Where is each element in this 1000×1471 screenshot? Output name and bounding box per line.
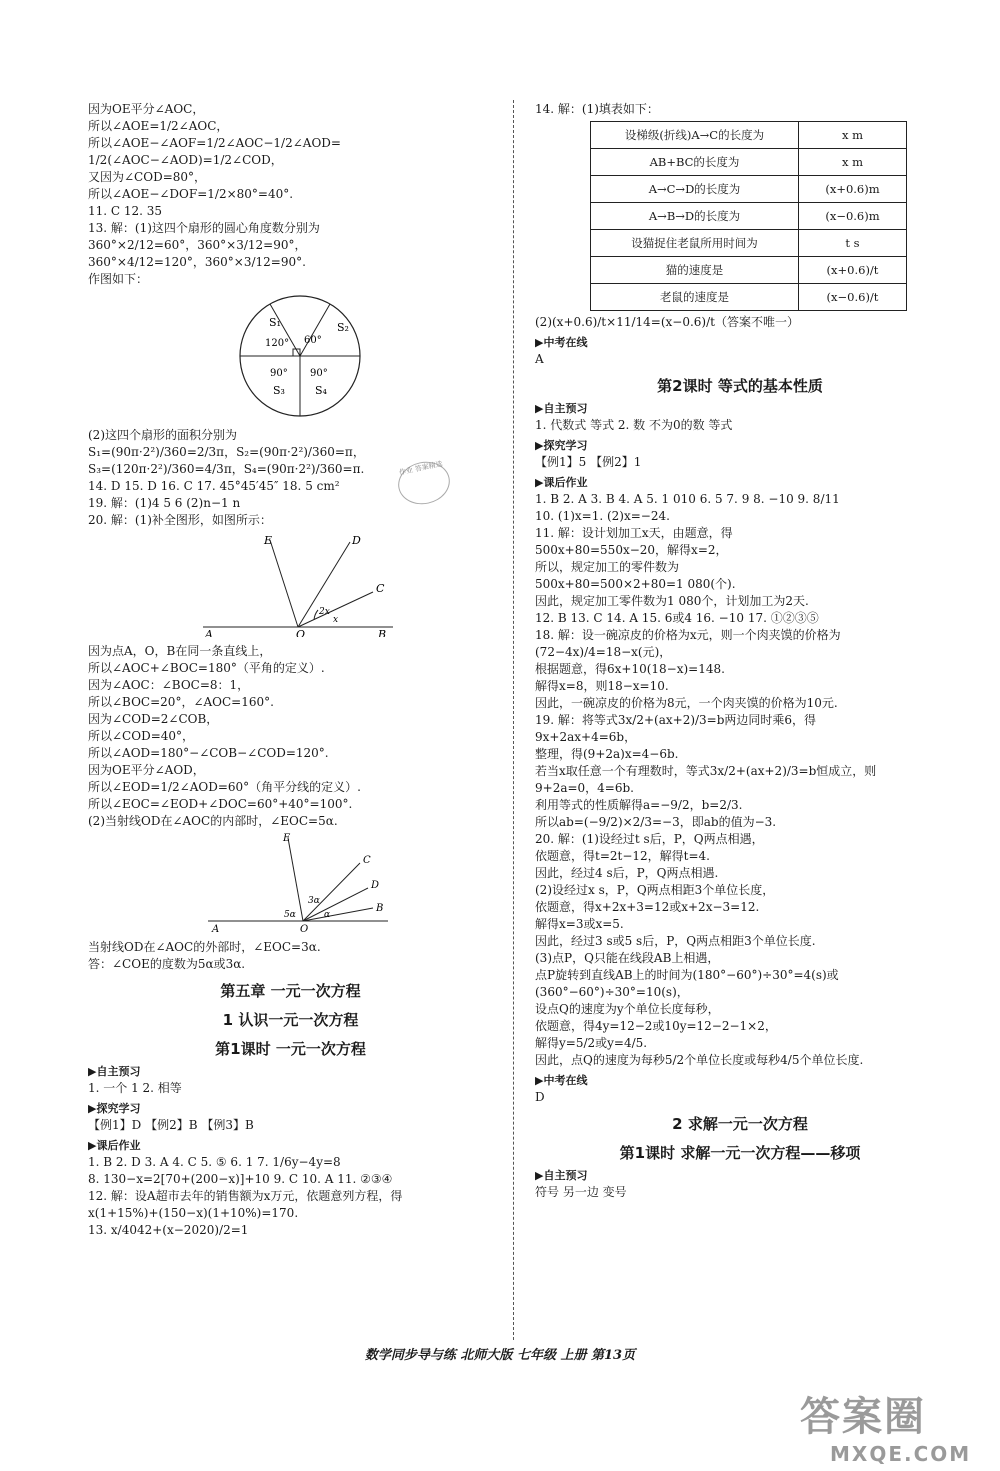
section-title: 1 认识一元一次方程 bbox=[222, 1011, 359, 1029]
explore-header-2: ▶探究学习 bbox=[535, 439, 588, 452]
text-line: 20. 解：(1)补全图形，如图所示： bbox=[88, 513, 272, 527]
pie-label-s2: S₂ bbox=[337, 321, 349, 334]
table-row bbox=[591, 176, 907, 203]
table-row bbox=[591, 257, 907, 284]
explore-answers-2: 【例1】5 【例2】1 bbox=[535, 455, 642, 469]
text-line: (2)这四个扇形的面积分别为 bbox=[88, 428, 237, 442]
pie-label-s3: S₃ bbox=[273, 384, 285, 397]
table-row bbox=[591, 122, 907, 149]
homework-header: ▶课后作业 bbox=[88, 1139, 141, 1152]
table-cell-value: (x−0.6)m bbox=[799, 203, 907, 230]
text-line: 13. x/4042+(x−2020)/2=1 bbox=[88, 1223, 249, 1237]
text-line: 所以∠AOD=180°−∠COB−∠COD=120°. bbox=[88, 746, 329, 760]
table-cell-label: 猫的速度是 bbox=[591, 257, 799, 284]
text-line: 所以∠BOC=20°，∠AOC=160°. bbox=[88, 695, 274, 709]
table-cell-label: A→C→D的长度为 bbox=[591, 176, 799, 203]
text-line: 18. 解：设一碗凉皮的价格为x元，则一个肉夹馍的价格为 bbox=[535, 628, 841, 642]
right-column bbox=[535, 100, 945, 1202]
table-cell-value: x m bbox=[799, 122, 907, 149]
text-line: 1. B 2. D 3. A 4. C 5. ⑤ 6. 1 7. 1/6y−4y=8 bbox=[88, 1155, 341, 1169]
section2-title: 2 求解一元一次方程 bbox=[672, 1115, 808, 1133]
text-line: 9x+2ax+4=6b， bbox=[535, 730, 637, 744]
text-line: 答：∠COE的度数为5α或3α. bbox=[88, 957, 246, 971]
text-line: 因为∠COD=2∠COB， bbox=[88, 712, 219, 726]
table-cell-label: A→B→D的长度为 bbox=[591, 203, 799, 230]
text-line: 作图如下： bbox=[88, 272, 149, 286]
text-line: 14. D 15. D 16. C 17. 45°45′45″ 18. 5 cm² bbox=[88, 479, 340, 493]
preview-answers-3: 符号 另一边 变号 bbox=[535, 1185, 627, 1199]
exam-answer: A bbox=[535, 352, 544, 366]
text-line: 因此，规定加工零件数为1 080个，计划加工为2天. bbox=[535, 594, 809, 608]
text-line: 所以ab=(−9/2)×2/3=−3，即ab的值为−3. bbox=[535, 815, 777, 829]
text-line: 整理，得(9+2a)x=4−6b. bbox=[535, 747, 679, 761]
text-line: 12. 解：设A超市去年的销售额为x万元，依题意列方程，得 bbox=[88, 1189, 403, 1203]
angle-figure-2-drawing bbox=[88, 833, 493, 933]
text-line: 1. B 2. A 3. B 4. A 5. 1 010 6. 5 7. 9 8. −10 9. 8/11 bbox=[535, 492, 840, 506]
text-line: S₁=(90π·2²)/360=2/3π，S₂=(90π·2²)/360=π， bbox=[88, 445, 365, 459]
text-line: 所以∠AOC+∠BOC=180°（平角的定义）. bbox=[88, 661, 325, 675]
text-line: (2)设经过x s，P，Q两点相距3个单位长度， bbox=[535, 883, 775, 897]
homework-header-2: ▶课后作业 bbox=[535, 476, 588, 489]
text-line: 12. B 13. C 14. A 15. 6或4 16. −10 17. ①②③⑤ bbox=[535, 611, 819, 625]
left-solution-block-3 bbox=[88, 644, 493, 829]
fig2-label-3a: 3α bbox=[308, 896, 320, 906]
fig1-label-d: D bbox=[352, 534, 361, 547]
table-cell-value: (x+0.6)/t bbox=[799, 257, 907, 284]
text-line: 所以∠AOE−∠AOF=1/2∠AOC−1/2∠AOD= bbox=[88, 136, 341, 150]
text-line: 所以，规定加工的零件数为 bbox=[535, 560, 680, 574]
text-line: 因为OE平分∠AOD， bbox=[88, 763, 205, 777]
watermark bbox=[800, 1385, 971, 1466]
angle-figure-2 bbox=[88, 833, 493, 936]
text-line: 8. 130−x=2[70+(200−x)]+10 9. C 10. A 11. ②③④ bbox=[88, 1172, 393, 1186]
fig2-label-a: A bbox=[212, 924, 220, 933]
exam-header-2: ▶中考在线 bbox=[535, 1074, 588, 1087]
text-line: 因此，点Q的速度为每秒5/2个单位长度或每秒4/5个单位长度. bbox=[535, 1053, 864, 1067]
text-line: 因此，经过3 s或5 s后，P，Q两点相距3个单位长度. bbox=[535, 934, 816, 948]
text-line: 所以∠AOE=1/2∠AOC， bbox=[88, 119, 229, 133]
text-line: 1/2(∠AOC−∠AOD)=1/2∠COD， bbox=[88, 153, 283, 167]
text-line: 360°×4/12=120°，360°×3/12=90°. bbox=[88, 255, 306, 269]
homework-answers-2 bbox=[535, 492, 945, 1068]
table-cell-value: x m bbox=[799, 149, 907, 176]
table-row bbox=[591, 230, 907, 257]
text-line: (3)点P，Q只能在线段AB上相遇， bbox=[535, 951, 720, 965]
text-line: 9+2a=0，4=6b. bbox=[535, 781, 634, 795]
table-cell-value: t s bbox=[799, 230, 907, 257]
fig2-label-c: C bbox=[363, 855, 371, 866]
pie-chart-drawing bbox=[88, 291, 493, 421]
table-row bbox=[591, 284, 907, 311]
text-line: 因此，一碗凉皮的价格为8元，一个肉夹馍的价格为10元. bbox=[535, 696, 838, 710]
fig2-label-e: E bbox=[283, 833, 291, 844]
text-line: (72−4x)/4=18−x(元)， bbox=[535, 645, 672, 659]
preview-answers-2: 1. 代数式 等式 2. 数 不为0的数 等式 bbox=[535, 418, 733, 432]
text-line: 当射线OD在∠AOC的外部时，∠EOC=3α. bbox=[88, 940, 321, 954]
fig2-label-a: α bbox=[324, 910, 331, 920]
text-line: 依题意，得t=2t−12，解得t=4. bbox=[535, 849, 710, 863]
q14-part2: (2)(x+0.6)/t×11/14=(x−0.6)/t（答案不唯一） bbox=[535, 315, 799, 329]
preview-answers: 1. 一个 1 2. 相等 bbox=[88, 1081, 182, 1095]
explore-answers: 【例1】D 【例2】B 【例3】B bbox=[88, 1118, 254, 1132]
text-line: 11. 解：设计划加工x天，由题意，得 bbox=[535, 526, 733, 540]
text-line: 10. (1)x=1. (2)x=−24. bbox=[535, 509, 670, 523]
text-line: 解得x=3或x=5. bbox=[535, 917, 624, 931]
table-cell-value: (x+0.6)m bbox=[799, 176, 907, 203]
preview-header-2: ▶自主预习 bbox=[535, 402, 588, 415]
lesson2-title: 第2课时 等式的基本性质 bbox=[657, 377, 823, 395]
text-line: 所以∠AOE−∠DOF=1/2×80°=40°. bbox=[88, 187, 294, 201]
text-line: 20. 解：(1)设经过t s后，P，Q两点相遇， bbox=[535, 832, 764, 846]
table-row bbox=[591, 203, 907, 230]
watermark-logo: 答案圈 bbox=[800, 1394, 926, 1440]
fig2-label-5a: 5α bbox=[284, 910, 296, 920]
text-line: 500x+80=550x−20，解得x=2， bbox=[535, 543, 728, 557]
lesson-title: 第1课时 一元一次方程 bbox=[215, 1040, 366, 1058]
watermark-url: MXQE.COM bbox=[830, 1442, 972, 1466]
pie-angle-90-left: 90° bbox=[270, 368, 288, 379]
text-line: 因为OE平分∠AOC， bbox=[88, 102, 205, 116]
text-line: 解得y=5/2或y=4/5. bbox=[535, 1036, 648, 1050]
pie-angle-90-right: 90° bbox=[310, 368, 328, 379]
text-line: 利用等式的性质解得a=−9/2，b=2/3. bbox=[535, 798, 743, 812]
answer-table bbox=[590, 121, 907, 311]
explore-header: ▶探究学习 bbox=[88, 1102, 141, 1115]
fig1-label-c: C bbox=[376, 582, 385, 595]
fig1-label-b: B bbox=[378, 628, 387, 637]
pie-label-s1: S₁ bbox=[269, 316, 281, 329]
text-line: (2)当射线OD在∠AOC的内部时，∠EOC=5α. bbox=[88, 814, 338, 828]
homework-answers bbox=[88, 1155, 493, 1238]
text-line: S₃=(120π·2²)/360=4/3π，S₄=(90π·2²)/360=π. bbox=[88, 462, 365, 476]
text-line: 点P旋转到直线AB上的时间为(180°−60°)÷30°=4(s)或 bbox=[535, 968, 839, 982]
text-line: 因为∠AOC：∠BOC=8：1， bbox=[88, 678, 250, 692]
column-divider bbox=[513, 100, 514, 1340]
table-cell-value: (x−0.6)/t bbox=[799, 284, 907, 311]
preview-header-3: ▶自主预习 bbox=[535, 1169, 588, 1182]
pie-angle-120: 120° bbox=[265, 338, 290, 349]
table-cell-label: 设猫捉住老鼠所用时间为 bbox=[591, 230, 799, 257]
text-line: (360°−60°)÷30°=10(s)， bbox=[535, 985, 689, 999]
text-line: 因为点A，O，B在同一条直线上， bbox=[88, 644, 272, 658]
text-line: 19. 解：(1)4 5 6 (2)n−1 n bbox=[88, 496, 241, 510]
table-cell-label: 设梯级(折线)A→C的长度为 bbox=[591, 122, 799, 149]
fig1-label-2x: 2x bbox=[319, 607, 330, 617]
page-footer: 数学同步导与练 北师大版 七年级 上册 第13页 bbox=[364, 1348, 636, 1363]
fig1-label-o: O bbox=[296, 628, 306, 637]
chapter-title: 第五章 一元一次方程 bbox=[220, 982, 361, 1000]
lesson3-title: 第1课时 求解一元一次方程——移项 bbox=[619, 1144, 861, 1162]
table-cell-label: AB+BC的长度为 bbox=[591, 149, 799, 176]
text-line: x(1+15%)+(150−x)(1+10%)=170. bbox=[88, 1206, 299, 1220]
text-line: 13. 解：(1)这四个扇形的圆心角度数分别为 bbox=[88, 221, 320, 235]
text-line: 因此，经过4 s后，P，Q两点相遇. bbox=[535, 866, 719, 880]
text-line: 解得x=8，则18−x=10. bbox=[535, 679, 669, 693]
pie-figure bbox=[88, 291, 493, 424]
text-line: 500x+80=500×2+80=1 080(个). bbox=[535, 577, 736, 591]
angle-figure-1 bbox=[88, 532, 493, 640]
text-line: 设点Q的速度为y个单位长度每秒， bbox=[535, 1002, 720, 1016]
angle-figure-1-drawing bbox=[88, 532, 493, 637]
text-line: 根据题意，得6x+10(18−x)=148. bbox=[535, 662, 725, 676]
table-cell-label: 老鼠的速度是 bbox=[591, 284, 799, 311]
left-solution-block-4 bbox=[88, 940, 493, 972]
preview-header: ▶自主预习 bbox=[88, 1065, 141, 1078]
left-column bbox=[88, 100, 493, 1240]
q14-title: 14. 解：(1)填表如下： bbox=[535, 102, 659, 116]
fig2-label-d: D bbox=[371, 880, 380, 891]
text-line: 19. 解：将等式3x/2+(ax+2)/3=b两边同时乘6，得 bbox=[535, 713, 817, 727]
fig1-label-x: x bbox=[333, 615, 339, 625]
exam-header: ▶中考在线 bbox=[535, 336, 588, 349]
text-line: 360°×2/12=60°，360°×3/12=90°， bbox=[88, 238, 307, 252]
fig1-label-a: A bbox=[205, 628, 213, 637]
stamp: 作业 答案精选 bbox=[394, 457, 454, 509]
text-line: 所以∠EOC=∠EOD+∠DOC=60°+40°=100°. bbox=[88, 797, 353, 811]
pie-label-s4: S₄ bbox=[315, 384, 327, 397]
table-row bbox=[591, 149, 907, 176]
text-line: 11. C 12. 35 bbox=[88, 204, 163, 218]
pie-angle-60: 60° bbox=[304, 335, 322, 346]
fig1-label-e: E bbox=[264, 534, 273, 547]
text-line: 依题意，得x+2x+3=12或x+2x−3=12. bbox=[535, 900, 760, 914]
left-solution-block-1 bbox=[88, 102, 493, 287]
exam-answer-2: D bbox=[535, 1090, 545, 1104]
text-line: 若当x取任意一个有理数时，等式3x/2+(ax+2)/3=b恒成立，则 bbox=[535, 764, 877, 778]
fig2-label-o: O bbox=[300, 924, 309, 933]
fig2-label-b: B bbox=[376, 903, 384, 914]
text-line: 又因为∠COD=80°， bbox=[88, 170, 207, 184]
text-line: 所以∠EOD=1/2∠AOD=60°（角平分线的定义）. bbox=[88, 780, 361, 794]
text-line: 依题意，得4y=12−2或10y=12−2−1×2， bbox=[535, 1019, 777, 1033]
text-line: 所以∠COD=40°， bbox=[88, 729, 195, 743]
